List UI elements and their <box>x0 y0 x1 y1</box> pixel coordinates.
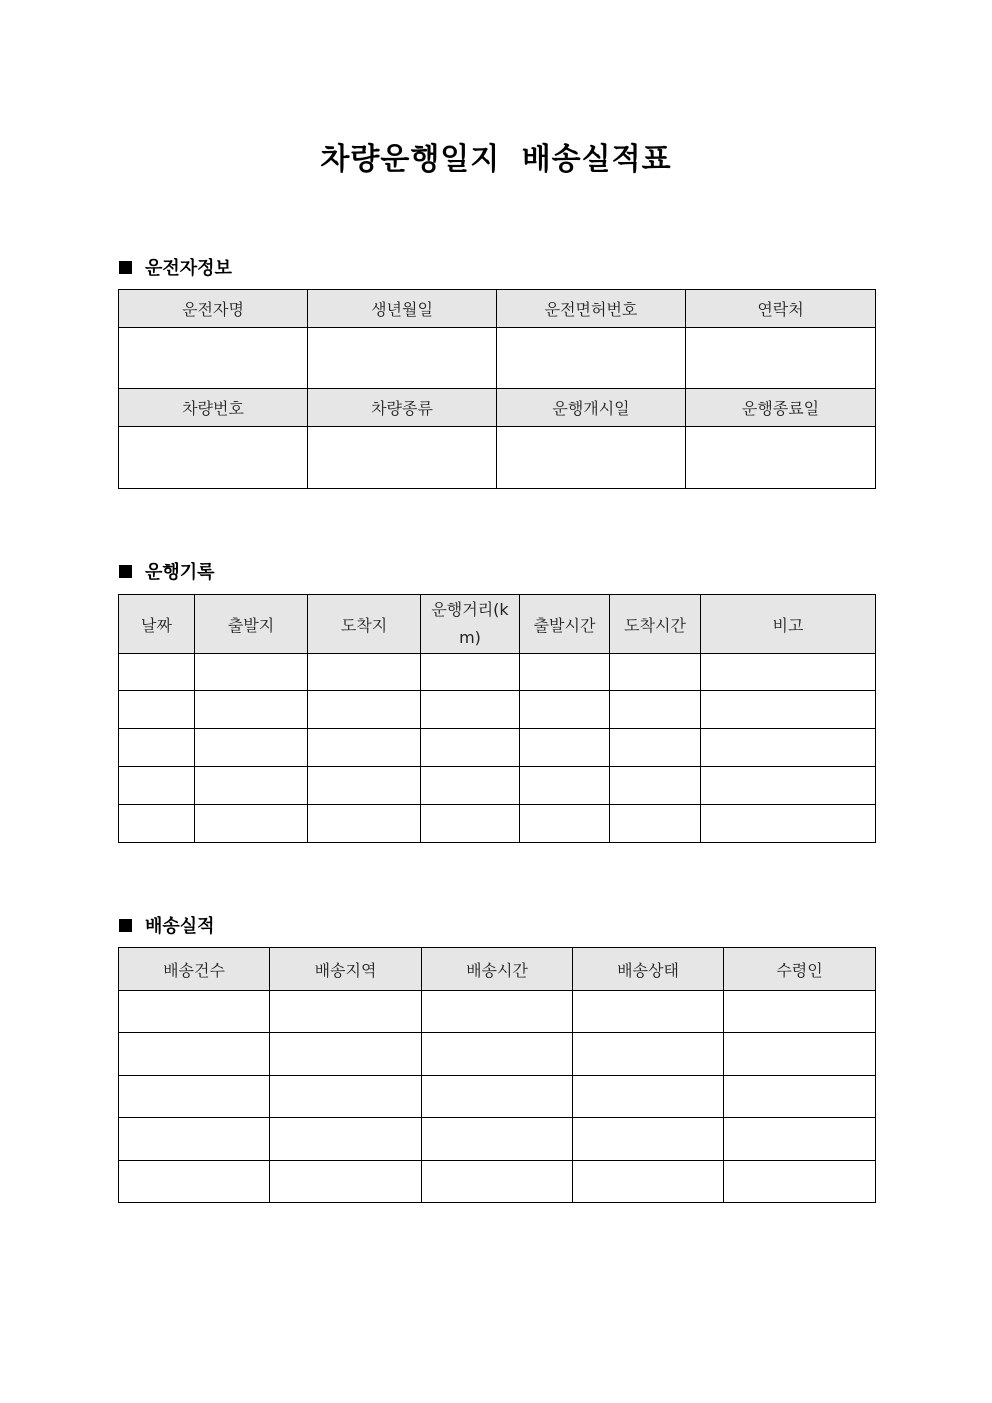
delivery-area-cell[interactable] <box>270 991 422 1033</box>
departure-cell[interactable] <box>195 654 308 691</box>
delivery-time-cell[interactable] <box>422 1118 573 1161</box>
table-row <box>119 767 876 805</box>
header-cell-departure-time: 출발시간 <box>520 595 610 654</box>
header-cell-driver-name: 운전자명 <box>119 290 308 328</box>
table-row <box>119 991 876 1033</box>
departure-cell[interactable] <box>195 729 308 767</box>
vehicle-type-field[interactable] <box>308 427 497 489</box>
departure-time-cell[interactable] <box>520 691 610 729</box>
delivery-count-cell[interactable] <box>119 1076 270 1118</box>
departure-time-cell[interactable] <box>520 729 610 767</box>
table-row <box>119 805 876 843</box>
delivery-status-cell[interactable] <box>573 1033 724 1076</box>
page-title: 차량운행일지 배송실적표 <box>320 142 672 177</box>
delivery-status-cell[interactable] <box>573 1076 724 1118</box>
recipient-cell[interactable] <box>724 1118 876 1161</box>
header-cell-remarks: 비고 <box>701 595 876 654</box>
destination-cell[interactable] <box>308 767 421 805</box>
arrival-time-cell[interactable] <box>610 729 701 767</box>
header-cell-vehicle-type: 차량종류 <box>308 389 497 427</box>
table-row <box>119 691 876 729</box>
table-row <box>119 654 876 691</box>
header-cell-delivery-count: 배송건수 <box>119 948 270 991</box>
section-heading-trip-log <box>119 558 215 584</box>
delivery-time-cell[interactable] <box>422 991 573 1033</box>
remarks-cell[interactable] <box>701 767 876 805</box>
square-bullet-icon <box>119 261 132 274</box>
section-title: 배송실적 <box>145 916 215 937</box>
section-title: 운전자정보 <box>145 258 232 279</box>
arrival-time-cell[interactable] <box>610 654 701 691</box>
value-row <box>119 328 876 389</box>
table-row <box>119 1118 876 1161</box>
header-cell-vehicle-number: 차량번호 <box>119 389 308 427</box>
delivery-area-cell[interactable] <box>270 1161 422 1203</box>
recipient-cell[interactable] <box>724 1033 876 1076</box>
trip-log-table <box>118 594 876 843</box>
departure-cell[interactable] <box>195 691 308 729</box>
departure-time-cell[interactable] <box>520 805 610 843</box>
distance-cell[interactable] <box>421 654 520 691</box>
remarks-cell[interactable] <box>701 654 876 691</box>
driver-info-table <box>118 289 876 489</box>
license-number-field[interactable] <box>497 328 686 389</box>
delivery-time-cell[interactable] <box>422 1076 573 1118</box>
header-cell-delivery-time: 배송시간 <box>422 948 573 991</box>
header-cell-delivery-status: 배송상태 <box>573 948 724 991</box>
delivery-area-cell[interactable] <box>270 1076 422 1118</box>
square-bullet-icon <box>119 565 132 578</box>
arrival-time-cell[interactable] <box>610 805 701 843</box>
header-cell-distance: 운행거리(km) <box>421 595 520 654</box>
delivery-count-cell[interactable] <box>119 1161 270 1203</box>
recipient-cell[interactable] <box>724 1076 876 1118</box>
distance-cell[interactable] <box>421 729 520 767</box>
remarks-cell[interactable] <box>701 805 876 843</box>
departure-time-cell[interactable] <box>520 654 610 691</box>
date-cell[interactable] <box>119 691 195 729</box>
header-cell-date: 날짜 <box>119 595 195 654</box>
departure-cell[interactable] <box>195 767 308 805</box>
destination-cell[interactable] <box>308 654 421 691</box>
header-cell-license-number: 운전면허번호 <box>497 290 686 328</box>
square-bullet-icon <box>119 919 132 932</box>
distance-cell[interactable] <box>421 767 520 805</box>
delivery-time-cell[interactable] <box>422 1033 573 1076</box>
delivery-count-cell[interactable] <box>119 1118 270 1161</box>
departure-time-cell[interactable] <box>520 767 610 805</box>
delivery-count-cell[interactable] <box>119 1033 270 1076</box>
header-cell-birthdate: 생년월일 <box>308 290 497 328</box>
section-heading-delivery <box>119 912 215 938</box>
contact-field[interactable] <box>686 328 876 389</box>
destination-cell[interactable] <box>308 805 421 843</box>
header-row <box>119 290 876 328</box>
value-row <box>119 427 876 489</box>
header-cell-contact: 연락처 <box>686 290 876 328</box>
header-row <box>119 948 876 991</box>
vehicle-number-field[interactable] <box>119 427 308 489</box>
section-title: 운행기록 <box>145 562 215 583</box>
header-cell-delivery-area: 배송지역 <box>270 948 422 991</box>
date-cell[interactable] <box>119 654 195 691</box>
header-cell-arrival-time: 도착시간 <box>610 595 701 654</box>
recipient-cell[interactable] <box>724 1161 876 1203</box>
delivery-table <box>118 947 876 1203</box>
header-cell-recipient: 수령인 <box>724 948 876 991</box>
delivery-time-cell[interactable] <box>422 1161 573 1203</box>
date-cell[interactable] <box>119 729 195 767</box>
recipient-cell[interactable] <box>724 991 876 1033</box>
delivery-status-cell[interactable] <box>573 1161 724 1203</box>
destination-cell[interactable] <box>308 691 421 729</box>
distance-cell[interactable] <box>421 805 520 843</box>
destination-cell[interactable] <box>308 729 421 767</box>
header-cell-operation-end: 운행종료일 <box>686 389 876 427</box>
table-row <box>119 1076 876 1118</box>
driver-name-field[interactable] <box>119 328 308 389</box>
remarks-cell[interactable] <box>701 729 876 767</box>
arrival-time-cell[interactable] <box>610 767 701 805</box>
section-heading-driver-info <box>119 254 232 280</box>
delivery-status-cell[interactable] <box>573 1118 724 1161</box>
delivery-area-cell[interactable] <box>270 1033 422 1076</box>
delivery-status-cell[interactable] <box>573 991 724 1033</box>
table-row <box>119 1161 876 1203</box>
header-cell-destination: 도착지 <box>308 595 421 654</box>
birthdate-field[interactable] <box>308 328 497 389</box>
remarks-cell[interactable] <box>701 691 876 729</box>
header-row <box>119 389 876 427</box>
departure-cell[interactable] <box>195 805 308 843</box>
distance-cell[interactable] <box>421 691 520 729</box>
table-row <box>119 729 876 767</box>
operation-start-field[interactable] <box>497 427 686 489</box>
header-cell-departure: 출발지 <box>195 595 308 654</box>
table-row <box>119 1033 876 1076</box>
delivery-count-cell[interactable] <box>119 991 270 1033</box>
header-row <box>119 595 876 654</box>
date-cell[interactable] <box>119 767 195 805</box>
header-cell-operation-start: 운행개시일 <box>497 389 686 427</box>
date-cell[interactable] <box>119 805 195 843</box>
operation-end-field[interactable] <box>686 427 876 489</box>
delivery-area-cell[interactable] <box>270 1118 422 1161</box>
arrival-time-cell[interactable] <box>610 691 701 729</box>
